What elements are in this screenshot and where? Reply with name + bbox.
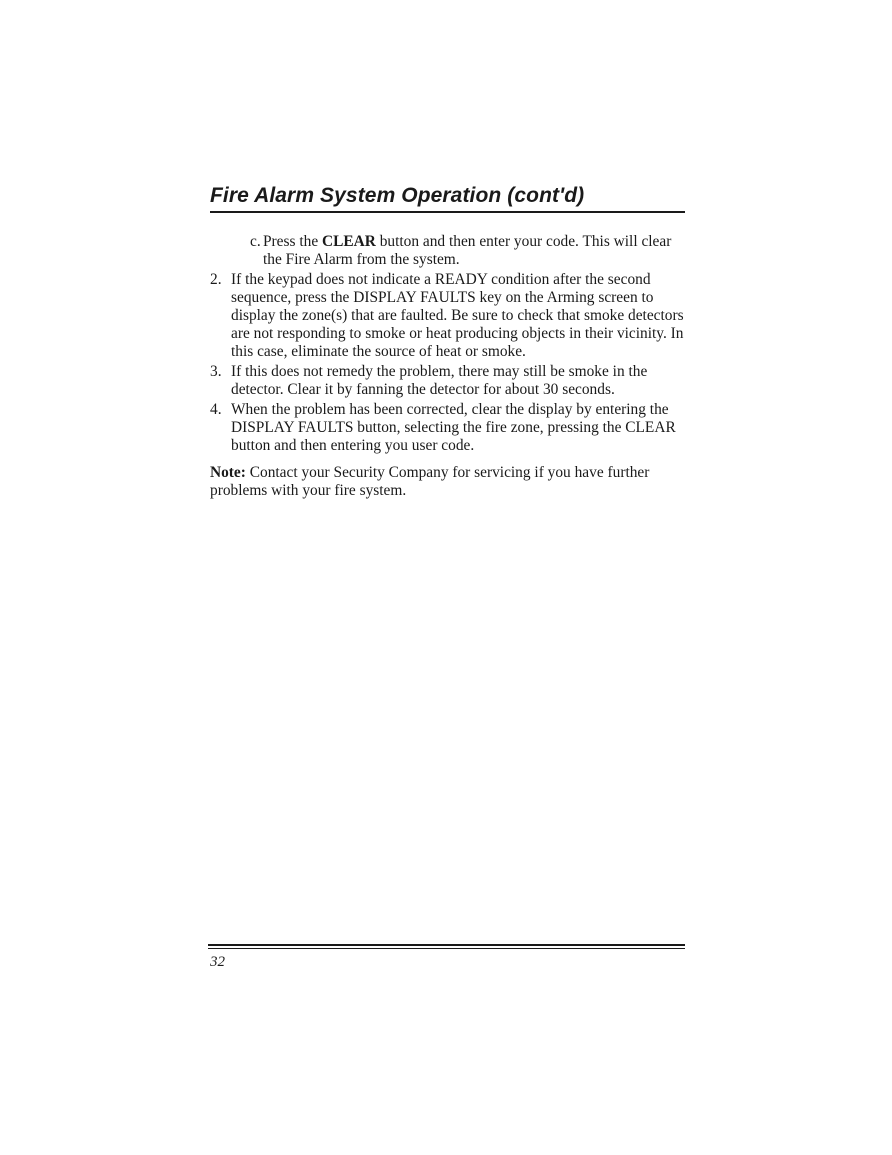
sub-step-marker: c. [250,233,261,250]
step-number: 3. [210,363,222,380]
section-heading: Fire Alarm System Operation (cont'd) [210,183,685,213]
step-3 [210,363,685,399]
sub-step-c [210,233,685,269]
step-text: When the problem has been corrected, clear the display by entering the DISPLAY FAULTS button, selecting the fire zone, pressing the CLEAR button and then entering you user code. [231,401,676,454]
sub-step-text [263,233,685,269]
document-page [210,183,685,500]
step-4 [210,401,685,455]
note-paragraph [210,464,685,500]
step-text: If the keypad does not indicate a READY condition after the second sequence, press the DISPLAY FAULTS key on the Arming screen to display the zone(s) that are faulted. Be sure to check that smoke detectors are not responding to smoke or heat producing objects in their vicinity. In this case, eliminate the source of heat or smoke. [231,271,684,360]
step-text: If this does not remedy the problem, there may still be smoke in the detector. Clear it by fanning the detector for about 30 seconds. [231,363,648,398]
step-number: 2. [210,271,222,288]
page-number: 32 [210,954,225,970]
footer-rule-thin [208,948,685,949]
page-footer [208,944,685,971]
footer-rule [208,944,685,946]
sub-step-text-before: Press the [263,233,322,250]
sub-step-text-after: button and then enter your code. This will clear the Fire Alarm from the system. [263,233,672,268]
step-number: 4. [210,401,222,418]
note-text: Contact your Security Company for servicing if you have further problems with your fire system. [210,464,650,499]
sub-step-bold-word: CLEAR [322,233,376,250]
note-label: Note: [210,464,246,481]
document-body [210,233,685,500]
step-2 [210,271,685,361]
